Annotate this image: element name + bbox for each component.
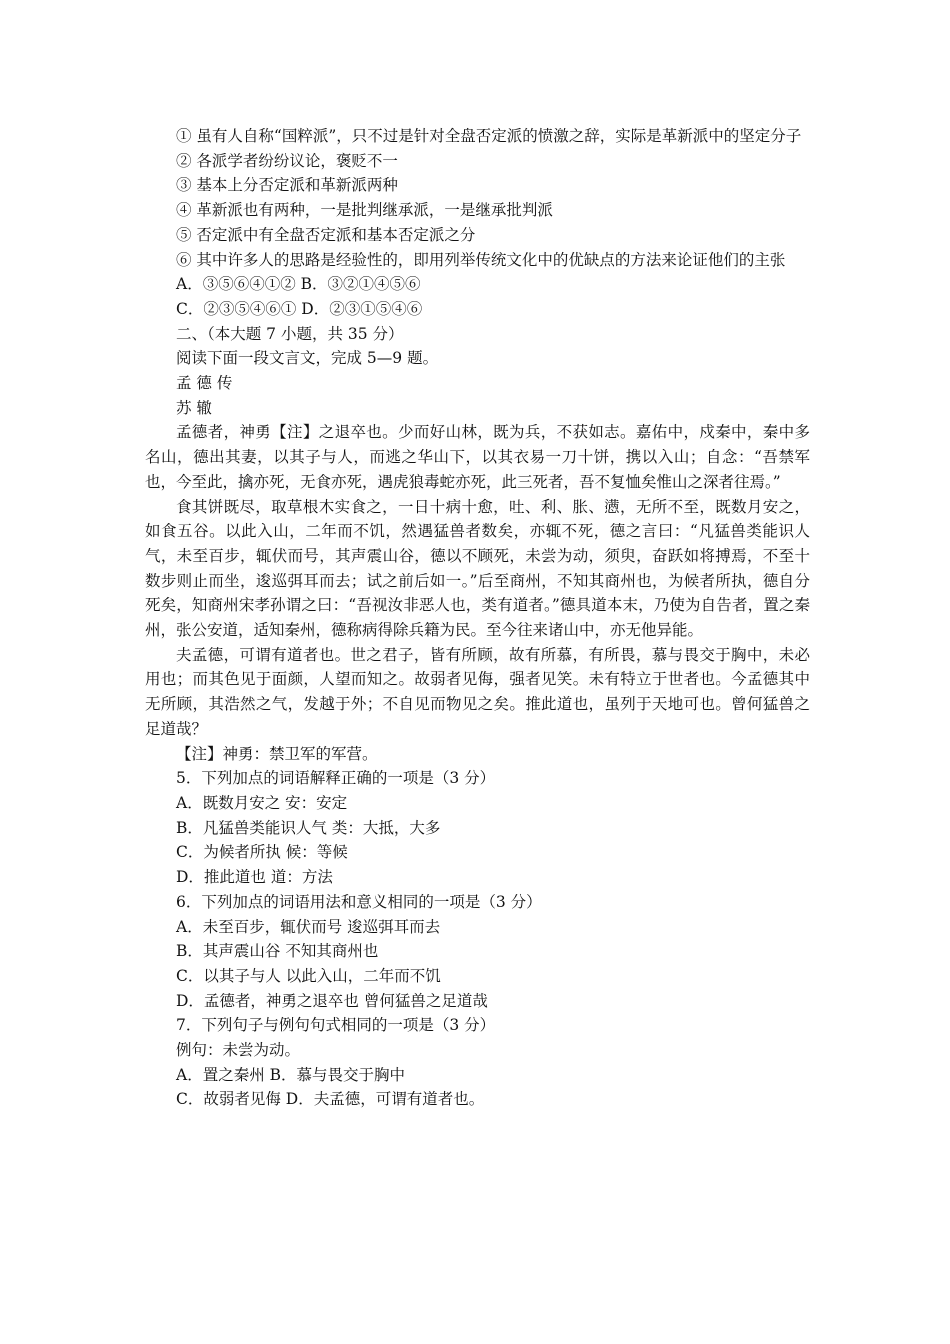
option-item-2: ② 各派学者纷纷议论，褒贬不一 [176,151,398,170]
passage-paragraph-3: 夫孟德，可谓有道者也。世之君子，皆有所顾，故有所慕，有所畏，慕与畏交于胸中，未必用也；而其色见于面颜，人望而知之。故弱者见侮，强者见笑。未有特立于世者也。今孟德其中无所顾，其浩然之气，发越于外；不自见而物见之矣。推此道也，虽列于天地可也。曾何猛兽之足道哉？ [145,645,810,738]
option-item-6: ⑥ 其中许多人的思路是经验性的，即用列举传统文化中的优缺点的方法来论证他们的主张 [176,250,786,269]
q4-choice-row-1: A．③⑤⑥④①② B．③②①④⑤⑥ [176,275,421,294]
q6-stem: 6．下列加点的词语用法和意义相同的一项是（3 分） [176,892,542,911]
q7-example: 例句：未尝为动。 [176,1041,301,1060]
passage-title: 孟 德 传 [176,374,233,393]
q5-stem: 5．下列加点的词语解释正确的一项是（3 分） [176,769,496,788]
q7-stem: 7．下列句子与例句句式相同的一项是（3 分） [176,1016,496,1035]
passage-paragraph-1: 孟德者，神勇【注】之退卒也。少而好山林，既为兵，不获如志。嘉佑中，戍秦中，秦中多名山，德出其妻，以其子与人，而逃之华山下，以其衣易一刀十饼，携以入山；自念：“吾禁军也，今至此，擒亦死，无食亦死，遇虎狼毒蛇亦死，此三死者，吾不复恤矣惟山之深者往焉。” [145,423,810,491]
q5-choice-a: A．既数月安之 安：安定 [176,793,348,812]
option-item-1: ① 虽有人自称“国粹派”，只不过是针对全盘否定派的愤激之辞，实际是革新派中的坚定分子 [176,127,802,145]
footnote: 【注】神勇：禁卫军的军营。 [176,744,378,763]
passage-author: 苏 辙 [176,398,212,417]
option-item-3: ③ 基本上分否定派和革新派两种 [176,176,398,195]
q6-choice-d: D．孟德者，神勇之退卒也 曾何猛兽之足道哉 [176,991,488,1010]
q6-choice-a: A．未至百步，辄伏而号 逡巡弭耳而去 [176,917,441,936]
q5-choice-d: D．推此道也 道：方法 [176,868,333,887]
q7-choice-row-2: C．故弱者见侮 D．夫孟德，可谓有道者也。 [176,1090,485,1109]
passage-paragraph-2: 食其饼既尽，取草根木实食之，一日十病十愈，吐、利、胀、懑，无所不至，既数月安之，如食五谷。以此入山，二年而不饥，然遇猛兽者数矣，亦辄不死，德之言曰：“凡猛兽类能识人气，未至百步，辄伏而号，其声震山谷，德以不顾死，未尝为动，须臾，奋跃如将搏焉，不至十数步则止而坐，逡巡弭耳而去；试之前后如一。”后至商州，不知其商州也，为候者所执，德自分死矣，知商州宋孝孙谓之曰：“吾视汝非恶人也，类有道者。”德具道本末，乃使为自告者，置之秦州，张公安道，适知秦州，德称病得除兵籍为民。至今往来诸山中，亦无他异能。 [145,497,810,640]
q5-choice-b: B．凡猛兽类能识人气 类：大抵，大多 [176,818,441,837]
q4-choice-row-2: C．②③⑤④⑥① D．②③①⑤④⑥ [176,299,423,318]
reading-instruction: 阅读下面一段文言文，完成 5—9 题。 [176,349,439,368]
document-page [145,124,810,1112]
q7-choice-row-1: A．置之秦州 B．慕与畏交于胸中 [176,1065,406,1084]
section-heading: 二、（本大题 7 小题，共 35 分） [176,324,404,343]
q6-choice-c: C．以其子与人 以此入山，二年而不饥 [176,966,441,985]
option-item-5: ⑤ 否定派中有全盘否定派和基本否定派之分 [176,225,476,244]
option-item-4: ④ 革新派也有两种，一是批判继承派，一是继承批判派 [176,201,553,220]
q5-choice-c: C．为候者所执 候：等候 [176,843,348,862]
q6-choice-b: B．其声震山谷 不知其商州也 [176,942,379,961]
